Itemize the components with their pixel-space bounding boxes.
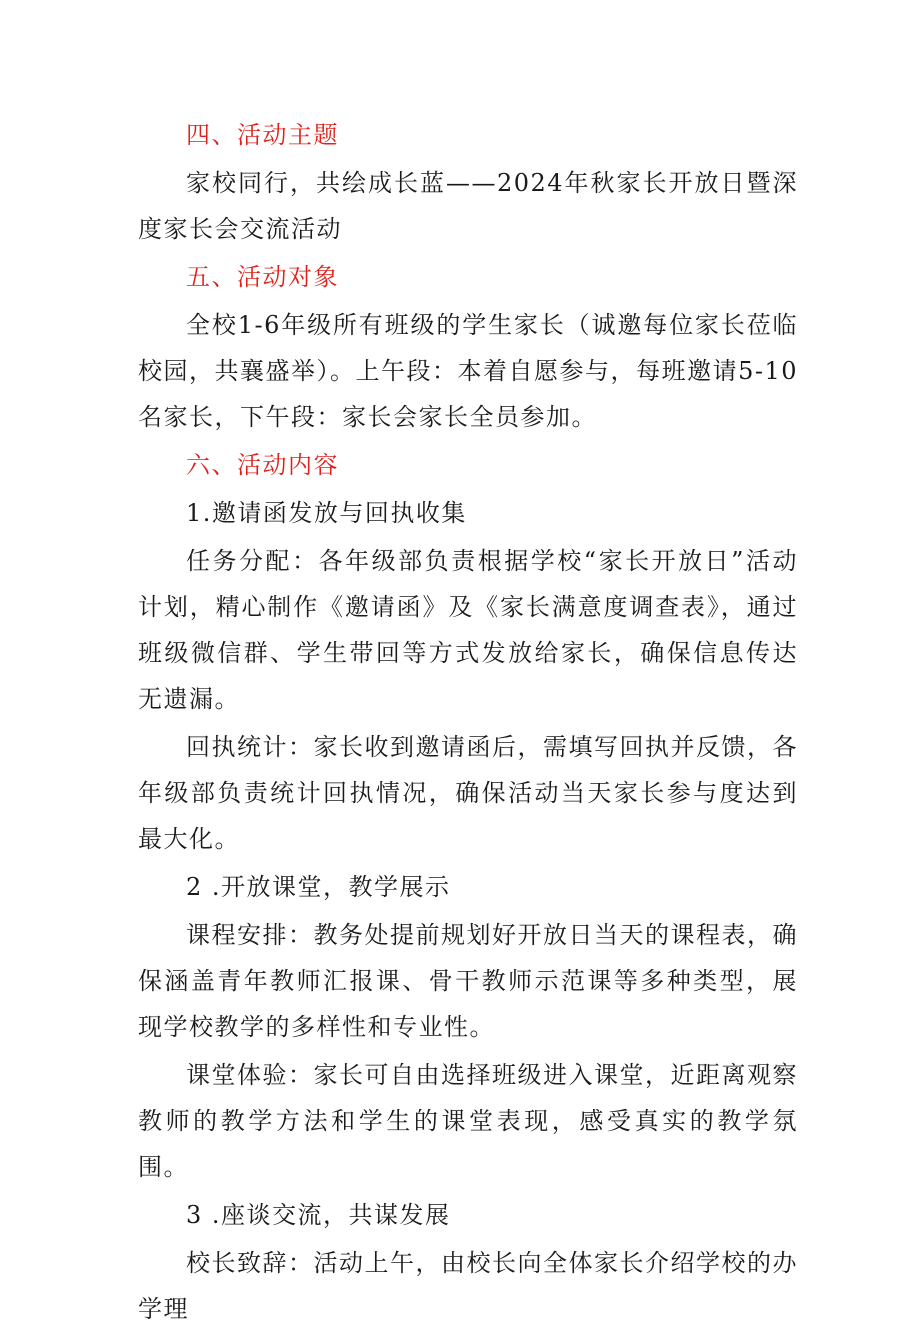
section-4-body: 家校同行，共绘成长蓝——2024年秋家长开放日暨深度家长会交流活动 [138,169,798,243]
section-4-heading: 四、活动主题 [186,121,339,149]
section-6-heading: 六、活动内容 [186,451,339,479]
section-5-body: 全校1-6年级所有班级的学生家长（诚邀每位家长莅临校园，共襄盛举）。上午段：本着自愿参与，每班邀请5-10名家长，下午段：家长会家长全员参加。 [138,311,798,431]
document-body [138,112,798,1334]
section-5-heading: 五、活动对象 [186,263,339,291]
item-2-experience-paragraph: 课堂体验：家长可自由选择班级进入课堂，近距离观察教师的教学方法和学生的课堂表现，感受真实的教学氛围。 [138,1061,798,1181]
item-1-receipt-paragraph: 回执统计：家长收到邀请函后，需填写回执并反馈，各年级部负责统计回执情况，确保活动当天家长参与度达到最大化。 [138,733,798,853]
item-2-schedule-paragraph: 课程安排：教务处提前规划好开放日当天的课程表，确保涵盖青年教师汇报课、骨干教师示范课等多种类型，展现学校教学的多样性和专业性。 [138,921,798,1041]
item-3-speech-paragraph: 校长致辞：活动上午，由校长向全体家长介绍学校的办学理 [138,1249,798,1323]
item-3-title: 3 .座谈交流，共谋发展 [186,1201,451,1229]
item-1-task-paragraph: 任务分配：各年级部负责根据学校“家长开放日”活动计划，精心制作《邀请函》及《家长满意度调查表》，通过班级微信群、学生带回等方式发放给家长，确保信息传达无遗漏。 [138,547,798,713]
item-2-title: 2 .开放课堂，教学展示 [186,873,451,901]
item-1-title: 1.邀请函发放与回执收集 [186,499,467,527]
